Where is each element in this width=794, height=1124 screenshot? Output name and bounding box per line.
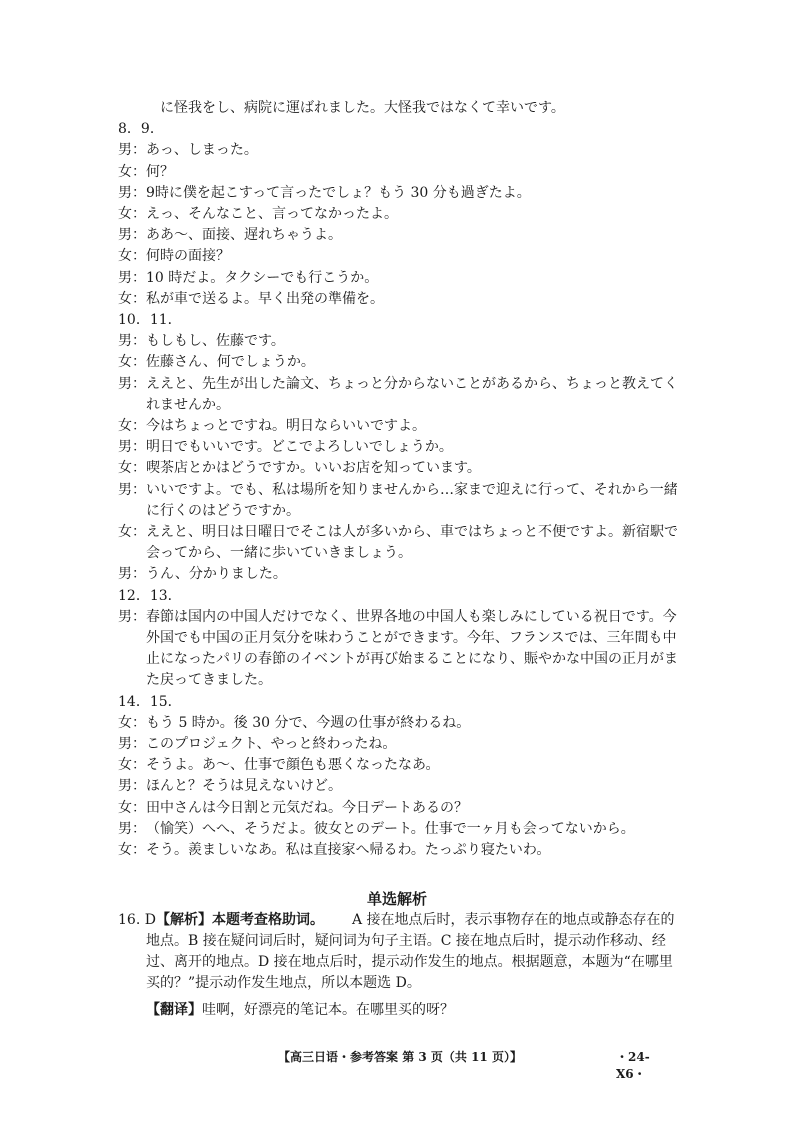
transcript-line xyxy=(118,98,678,119)
transcript-line xyxy=(118,649,678,670)
line-text: ええと、先生が出した論文、ちょっと分からないことがあるから、ちょっと教えてく xyxy=(146,375,678,392)
line-text: 12．13． xyxy=(118,587,182,604)
section-title: 单选解析 xyxy=(366,890,427,908)
line-text: ええと、明日は日曜日でそこは人が多いから、車ではちょっと不便ですよ。新宿駅で xyxy=(146,524,678,540)
line-text: （愉笑）へへ、そうだよ。彼女とのデート。仕事で一ヶ月も会ってないから。 xyxy=(146,820,635,837)
line-text: もしもし、佐藤です。 xyxy=(146,333,285,350)
line-text: 14．15． xyxy=(118,693,182,710)
transcript-line xyxy=(118,268,678,289)
transcript-line xyxy=(118,374,678,395)
speaker-label: 男： xyxy=(118,227,146,244)
transcript-line xyxy=(118,734,678,755)
line-text: に行くのはどうですか。 xyxy=(146,502,300,519)
speaker-label: 女： xyxy=(118,163,146,180)
line-text: 何時の面接？ xyxy=(146,248,230,265)
transcript-line xyxy=(118,352,678,373)
speaker-label: 女： xyxy=(118,248,146,265)
transcript-line xyxy=(118,798,678,819)
footer-code: ・24-X6・ xyxy=(616,1050,650,1081)
transcript-line xyxy=(118,246,678,267)
transcript-line xyxy=(118,522,678,543)
line-text: そうよ。あ～、仕事で顔色も悪くなったなあ。 xyxy=(146,757,440,774)
speaker-label: 男： xyxy=(118,269,146,286)
line-text: えっ、そんなこと、言ってなかったよ。 xyxy=(146,206,398,222)
transcript-line xyxy=(118,416,678,437)
line-text: た戻ってきました。 xyxy=(146,672,272,689)
analysis-lead: 本题考查格助词。 xyxy=(211,912,324,928)
speaker-label: 女： xyxy=(118,842,146,858)
line-text: れませんか。 xyxy=(146,396,230,413)
transcript-line xyxy=(118,437,678,458)
speaker-label: 女： xyxy=(118,524,146,540)
line-text: 佐藤さん、何でしょうか。 xyxy=(146,354,315,371)
speaker-label: 男： xyxy=(118,142,146,159)
speaker-label: 女： xyxy=(118,799,146,816)
speaker-label: 男： xyxy=(118,566,146,583)
transcript-line xyxy=(118,204,678,225)
line-text: あっ、しまった。 xyxy=(146,142,258,159)
speaker-label: 女： xyxy=(118,460,146,477)
line-text: 10．11． xyxy=(118,312,182,328)
transcript-line xyxy=(118,670,678,691)
transcript-line xyxy=(118,183,678,204)
analysis-body: A 接在地点后时，表示事物存在的地点或静态存在的地点。B 接在疑问词后时，疑问词为句子主语。C 接在地点后时，提示动作移动、经过、离开的地点。D 接在地点后时，提示动作发生的地点。根据题意，本题为“在哪里买的？”提示动作发生地点，所以本题选 D。 xyxy=(146,912,675,991)
transcript-line xyxy=(118,501,678,522)
transcript-line xyxy=(118,586,678,607)
speaker-label: 女： xyxy=(118,206,146,222)
line-text: そう。羨ましいなあ。私は直接家へ帰るわ。たっぷり寝たいわ。 xyxy=(146,842,551,858)
line-text: 止になったパリの春節のイベントが再び始まることになり、賑やかな中国の正月がま xyxy=(146,651,678,668)
line-text: 外国でも中国の正月気分を味わうことができます。今年、フランスでは、三年間も中 xyxy=(146,630,677,646)
speaker-label: 男： xyxy=(118,736,146,752)
analysis-number: 16. D xyxy=(118,912,156,928)
speaker-label: 女： xyxy=(118,714,146,731)
transcript-line xyxy=(118,607,678,628)
transcript-line xyxy=(118,289,678,310)
speaker-label: 女： xyxy=(118,354,146,371)
speaker-label: 男： xyxy=(118,333,146,350)
analysis-tag: 【解析】 xyxy=(155,912,212,928)
transcript-line xyxy=(118,310,678,331)
transcript-line xyxy=(118,564,678,585)
line-text: 10 時だよ。タクシーでも行こうか。 xyxy=(146,269,379,286)
line-text: 今はちょっとですね。明日ならいいですよ。 xyxy=(146,418,426,434)
analysis-translation: 【翻译】哇啊，好漂亮的笔记本。在哪里买的呀？ xyxy=(146,1002,454,1018)
transcript-line xyxy=(118,819,678,840)
transcript-line xyxy=(118,840,678,861)
speaker-label: 女： xyxy=(118,757,146,774)
transcript-line xyxy=(118,776,678,797)
line-text: もう 5 時か。後 30 分で、今週の仕事が終わるね。 xyxy=(146,714,471,731)
line-text: ほんと？そうは見えないけど。 xyxy=(146,778,342,795)
transcript-line xyxy=(118,713,678,734)
line-text: 8．9． xyxy=(118,121,164,138)
speaker-label: 男： xyxy=(118,439,146,456)
transcript-line xyxy=(118,628,678,649)
speaker-label: 男： xyxy=(118,608,146,625)
transcript-line xyxy=(118,543,678,564)
transcript-line xyxy=(118,162,678,183)
speaker-label: 男： xyxy=(118,778,146,795)
speaker-label: 女： xyxy=(118,418,146,434)
speaker-label: 女： xyxy=(118,290,146,307)
transcript-line xyxy=(118,395,678,416)
transcript-line xyxy=(118,225,678,246)
speaker-label: 男： xyxy=(118,481,146,498)
speaker-label: 男： xyxy=(118,184,146,201)
transcript-line xyxy=(118,692,678,713)
footer-page-info: 【高三日语・参考答案 第 3 页（共 11 页）】 xyxy=(278,1050,522,1064)
line-text: このプロジェクト、やっと終わったね。 xyxy=(146,736,397,752)
speaker-label: 男： xyxy=(118,375,146,392)
line-text: 明日でもいいです。どこでよろしいでしょうか。 xyxy=(146,439,453,456)
line-text: ああ～、面接、遅れちゃうよ。 xyxy=(146,227,342,244)
line-text: 9時に僕を起こすって言ったでしょ？もう 30 分も過ぎたよ。 xyxy=(146,184,531,201)
transcript-line xyxy=(118,755,678,776)
line-text: に怪我をし、病院に運ばれました。大怪我ではなくて幸いです。 xyxy=(146,100,565,116)
transcript-line xyxy=(118,140,678,161)
line-text: 何？ xyxy=(146,163,174,180)
line-text: 田中さんは今日割と元気だね。今日デートあるの？ xyxy=(146,799,468,816)
transcript-line xyxy=(118,331,678,352)
transcript-line xyxy=(118,458,678,479)
transcript-line xyxy=(118,480,678,501)
line-text: うん、分かりました。 xyxy=(146,566,287,583)
speaker-label: 男： xyxy=(118,820,146,837)
transcript-line xyxy=(118,119,678,140)
line-text: いいですよ。でも、私は場所を知りませんから…家まで迎えに行って、それから一緒 xyxy=(146,481,678,498)
line-text: 春節は国内の中国人だけでなく、世界各地の中国人も楽しみにしている祝日です。今 xyxy=(146,608,677,625)
line-text: 私が車で送るよ。早く出発の準備を。 xyxy=(146,290,384,307)
line-text: 会ってから、一緒に歩いていきましょう。 xyxy=(146,545,412,562)
line-text: 喫茶店とかはどうですか。いいお店を知っています。 xyxy=(146,460,481,477)
